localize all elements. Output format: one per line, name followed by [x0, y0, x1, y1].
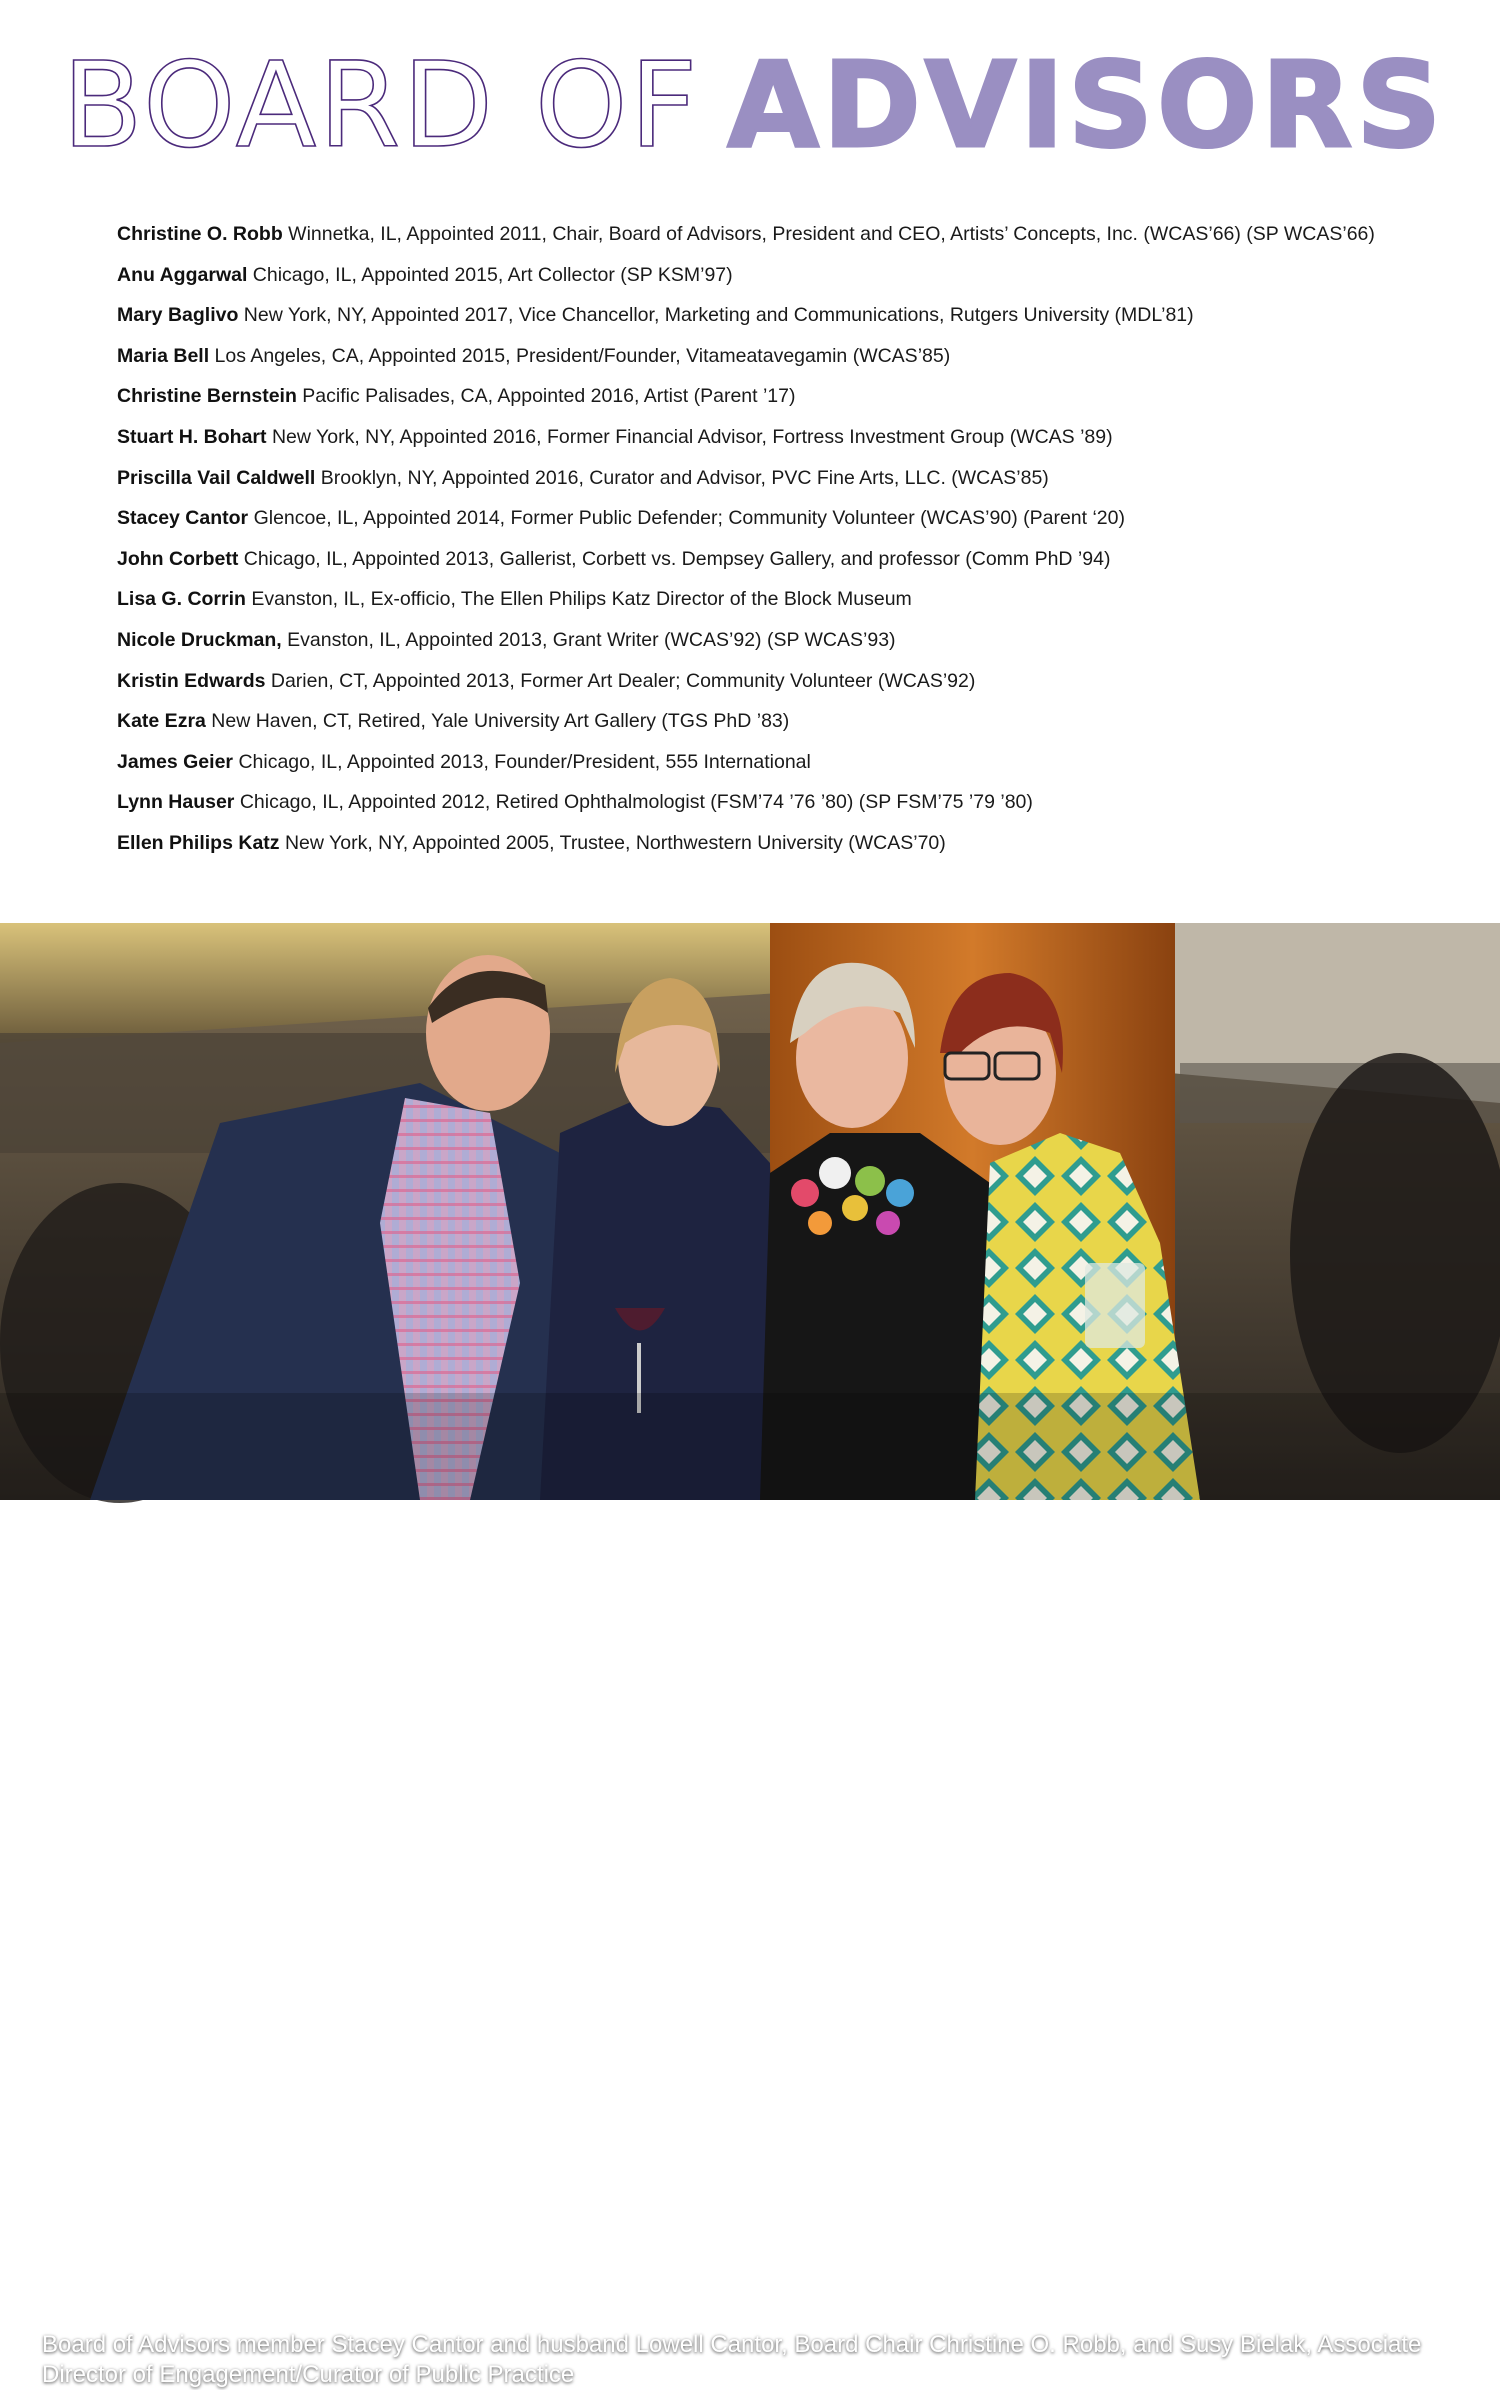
member-details: Darien, CT, Appointed 2013, Former Art Dealer; Community Volunteer (WCAS’92) [270, 669, 976, 692]
photo-caption: Board of Advisors member Stacey Cantor and husband Lowell Cantor, Board Chair Christine O. Robb, and Susy Bielak, Associate Director of Engagement/Curator of Public Practice [42, 2331, 1422, 2388]
member-name: Lynn Hauser [117, 791, 235, 814]
member-details: Evanston, IL, Ex-officio, The Ellen Philips Katz Director of the Block Museum [251, 588, 912, 611]
list-item [117, 458, 1437, 499]
list-item [117, 295, 1437, 336]
title-light: BOARD OF [62, 36, 700, 174]
list-item [117, 620, 1437, 661]
member-name: Anu Aggarwal [117, 263, 248, 286]
member-details: Evanston, IL, Appointed 2013, Grant Writer (WCAS’92) (SP WCAS’93) [287, 628, 896, 651]
member-name: James Geier [117, 750, 234, 773]
list-item [117, 417, 1437, 458]
member-name: Stacey Cantor [117, 507, 249, 530]
member-details: Glencoe, IL, Appointed 2014, Former Public Defender; Community Volunteer (WCAS’90) (Parent ‘20) [253, 507, 1125, 530]
member-details: Chicago, IL, Appointed 2013, Gallerist, Corbett vs. Dempsey Gallery, and professor (Comm PhD ’94) [243, 547, 1111, 570]
title-bold: ADVISORS [727, 36, 1446, 174]
member-name: Christine Bernstein [117, 385, 297, 408]
list-item [117, 579, 1437, 620]
member-name: Christine O. Robb [117, 223, 283, 245]
list-item [117, 742, 1437, 783]
page-title [62, 36, 1446, 174]
list-item [117, 539, 1437, 580]
member-name: Stuart H. Bohart [117, 425, 267, 448]
member-details: New York, NY, Appointed 2005, Trustee, Northwestern University (WCAS’70) [284, 831, 946, 854]
list-item [117, 701, 1437, 742]
member-details: New Haven, CT, Retired, Yale University Art Gallery (TGS PhD ’83) [211, 710, 790, 733]
list-item [117, 214, 1437, 255]
list-item [117, 782, 1437, 823]
list-item [117, 255, 1437, 296]
member-details: New York, NY, Appointed 2016, Former Financial Advisor, Fortress Investment Group (WCAS ’89) [271, 425, 1113, 448]
member-details: Los Angeles, CA, Appointed 2015, President/Founder, Vitameatavegamin (WCAS’85) [214, 344, 951, 367]
members-list [117, 214, 1437, 864]
member-name: Kristin Edwards [117, 669, 266, 692]
list-item [117, 376, 1437, 417]
list-item [117, 336, 1437, 377]
list-item [117, 661, 1437, 702]
event-photo-illustration [0, 923, 1500, 1500]
member-details: Chicago, IL, Appointed 2012, Retired Ophthalmologist (FSM’74 ’76 ’80) (SP FSM’75 ’79 ’80) [239, 791, 1033, 814]
list-item [117, 823, 1437, 864]
member-name: Nicole Druckman, [117, 628, 282, 651]
member-details: Brooklyn, NY, Appointed 2016, Curator and Advisor, PVC Fine Arts, LLC. (WCAS’85) [320, 466, 1049, 489]
member-name: Kate Ezra [117, 710, 206, 733]
member-name: Ellen Philips Katz [117, 831, 280, 854]
member-details: Chicago, IL, Appointed 2015, Art Collector (SP KSM’97) [252, 263, 733, 286]
member-details: New York, NY, Appointed 2017, Vice Chancellor, Marketing and Communications, Rutgers University (MDL’81) [243, 304, 1194, 327]
member-name: Mary Baglivo [117, 304, 239, 327]
member-name: Priscilla Vail Caldwell [117, 466, 316, 489]
member-details: Chicago, IL, Appointed 2013, Founder/President, 555 International [238, 750, 811, 773]
member-name: John Corbett [117, 547, 239, 570]
event-photo [0, 923, 1500, 2388]
member-name: Lisa G. Corrin [117, 588, 246, 611]
member-details: Winnetka, IL, Appointed 2011, Chair, Board of Advisors, President and CEO, Artists’ Concepts, Inc. (WCAS’66) (SP WCAS’66) [288, 223, 1375, 245]
member-details: Pacific Palisades, CA, Appointed 2016, Artist (Parent ’17) [302, 385, 796, 408]
list-item [117, 498, 1437, 539]
member-name: Maria Bell [117, 344, 210, 367]
